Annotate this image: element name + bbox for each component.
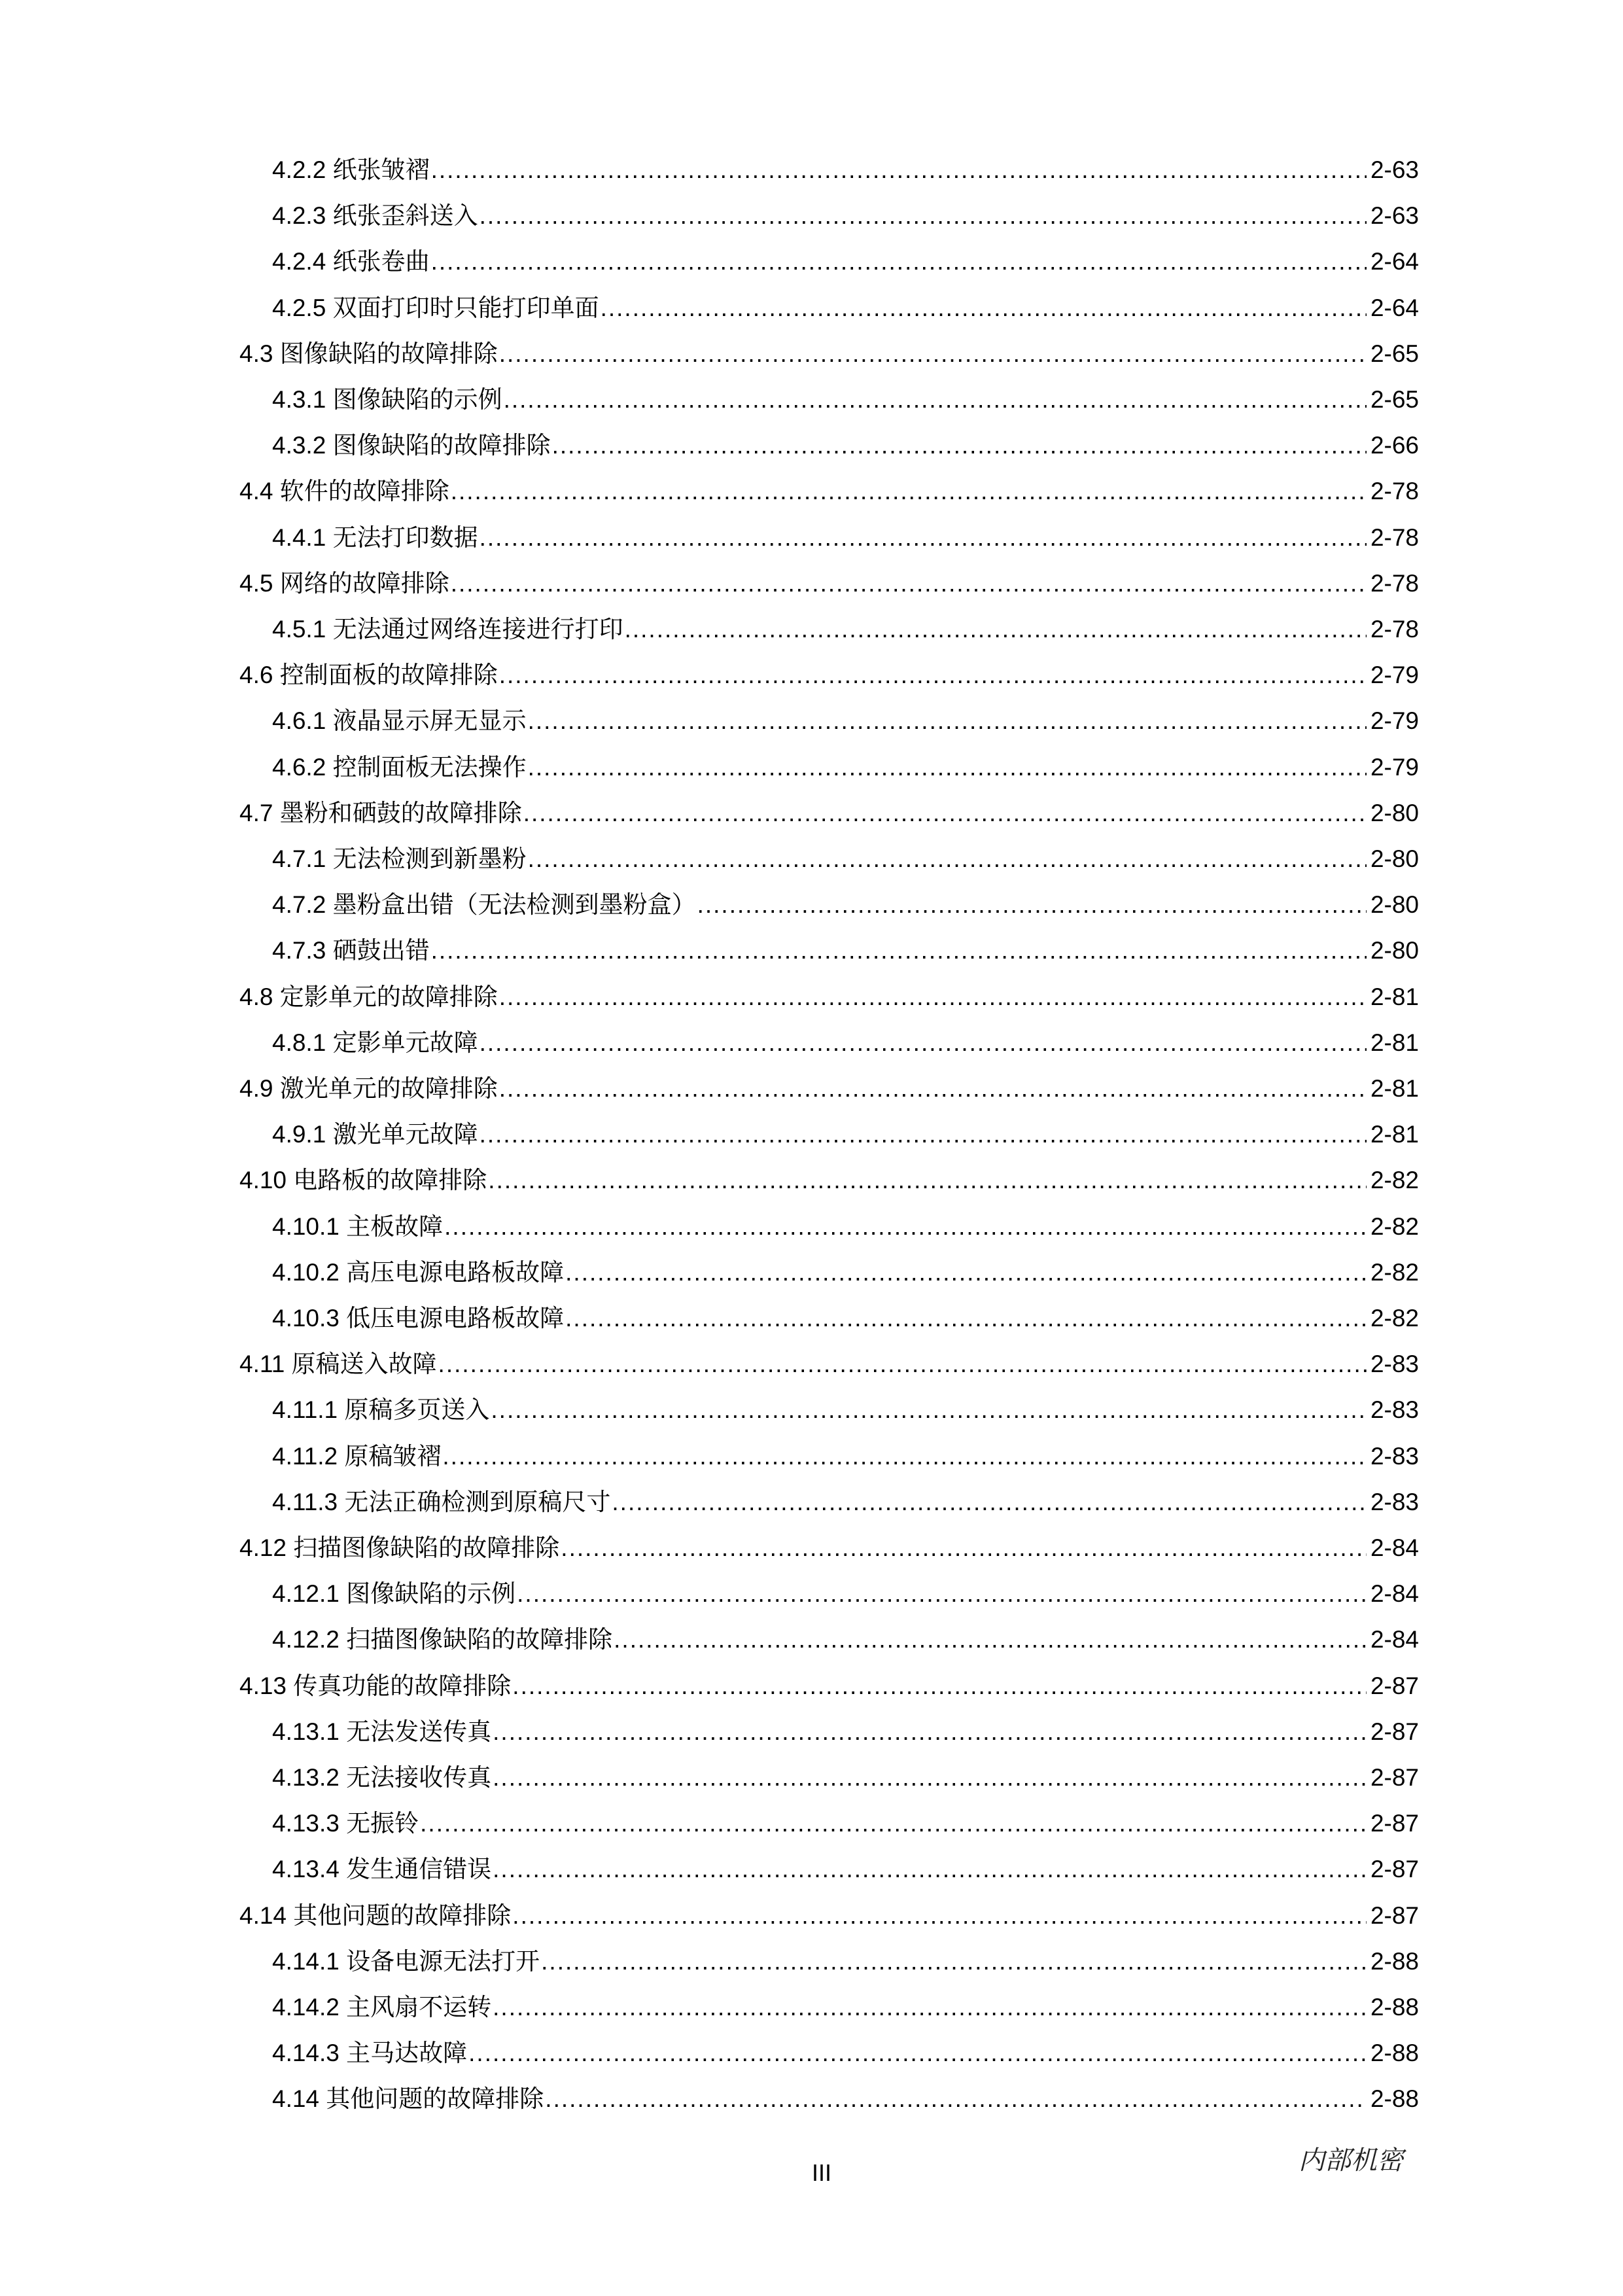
dot-leader xyxy=(499,1069,1367,1108)
dot-leader xyxy=(491,1390,1367,1430)
toc-entry[interactable] xyxy=(272,1253,1419,1292)
toc-entry-title: 4.13.4 发生通信错误 xyxy=(272,1856,492,1883)
toc-entry-page: 2-83 xyxy=(1370,1442,1419,1470)
toc-entry-page: 2-78 xyxy=(1370,478,1419,505)
dot-leader xyxy=(444,1207,1367,1246)
toc-entry[interactable] xyxy=(239,1069,1419,1108)
toc-entry-page: 2-65 xyxy=(1370,340,1419,367)
toc-entry-page: 2-64 xyxy=(1370,294,1419,321)
toc-entry[interactable] xyxy=(272,1942,1419,1981)
dot-leader xyxy=(545,2079,1367,2119)
dot-leader xyxy=(442,1437,1367,1476)
toc-entry-title: 4.2.4 纸张卷曲 xyxy=(272,248,430,275)
toc-entry[interactable] xyxy=(272,839,1419,879)
toc-entry[interactable] xyxy=(239,978,1419,1017)
dot-leader xyxy=(504,380,1367,419)
dot-leader xyxy=(499,334,1367,374)
dot-leader xyxy=(528,839,1367,879)
toc-entry-title: 4.7.1 无法检测到新墨粉 xyxy=(272,845,527,872)
dot-leader xyxy=(523,794,1367,833)
toc-entry-title: 4.7.2 墨粉盒出错（无法检测到墨粉盒） xyxy=(272,891,696,919)
toc-entry-page: 2-81 xyxy=(1370,1121,1419,1148)
dot-leader xyxy=(488,1161,1367,1200)
toc-entry-page: 2-88 xyxy=(1370,2085,1419,2113)
dot-leader xyxy=(431,150,1367,190)
dot-leader xyxy=(512,1667,1367,1706)
dot-leader xyxy=(480,518,1367,557)
toc-entry-page: 2-88 xyxy=(1370,1947,1419,1975)
toc-entry-page: 2-87 xyxy=(1370,1718,1419,1745)
toc-entry[interactable] xyxy=(239,564,1419,603)
toc-entry[interactable] xyxy=(239,656,1419,695)
dot-leader xyxy=(480,1023,1367,1063)
toc-entry-page: 2-84 xyxy=(1370,1626,1419,1653)
toc-entry-page: 2-81 xyxy=(1370,1029,1419,1056)
toc-entry-title: 4.7 墨粉和硒鼓的故障排除 xyxy=(239,799,522,826)
dot-leader xyxy=(420,1804,1367,1843)
toc-entry-title: 4.11.3 无法正确检测到原稿尺寸 xyxy=(272,1488,611,1515)
toc-entry-title: 4.8.1 定影单元故障 xyxy=(272,1029,478,1056)
toc-entry-page: 2-87 xyxy=(1370,1901,1419,1929)
toc-entry-title: 4.3.2 图像缺陷的故障排除 xyxy=(272,432,551,459)
toc-entry-title: 4.3.1 图像缺陷的示例 xyxy=(272,386,502,413)
toc-entry-title: 4.7.3 硒鼓出错 xyxy=(272,937,430,964)
toc-entry-title: 4.4.1 无法打印数据 xyxy=(272,523,478,551)
toc-entry[interactable] xyxy=(272,1850,1419,1889)
toc-entry-title: 4.13.1 无法发送传真 xyxy=(272,1718,492,1745)
toc-entry[interactable] xyxy=(239,472,1419,511)
toc-entry-title: 4.10.1 主板故障 xyxy=(272,1212,444,1240)
toc-entry-title: 4.6 控制面板的故障排除 xyxy=(239,662,498,689)
toc-entry-title: 4.9.1 激光单元故障 xyxy=(272,1121,478,1148)
toc-entry-page: 2-78 xyxy=(1370,569,1419,597)
toc-entry-title: 4.12.1 图像缺陷的示例 xyxy=(272,1580,516,1608)
toc-entry-title: 4.6.2 控制面板无法操作 xyxy=(272,753,527,781)
dot-leader xyxy=(612,1483,1367,1522)
toc-entry[interactable] xyxy=(272,1437,1419,1476)
toc-entry-title: 4.13.3 无振铃 xyxy=(272,1810,419,1837)
toc-entry-title: 4.14.1 设备电源无法打开 xyxy=(272,1947,540,1975)
toc-entry-title: 4.2.2 纸张皱褶 xyxy=(272,156,430,183)
confidential-mark: 内部机密 xyxy=(1299,2146,1403,2176)
toc-entry-title: 4.12.2 扫描图像缺陷的故障排除 xyxy=(272,1626,613,1653)
toc-entry-page: 2-80 xyxy=(1370,937,1419,964)
toc-entry[interactable] xyxy=(272,931,1419,970)
dot-leader xyxy=(601,289,1367,328)
dot-leader xyxy=(438,1345,1367,1384)
toc-entry-page: 2-79 xyxy=(1370,662,1419,689)
toc-entry-title: 4.9 激光单元的故障排除 xyxy=(239,1075,498,1102)
toc-entry-page: 2-81 xyxy=(1370,1075,1419,1102)
toc-entry-page: 2-83 xyxy=(1370,1351,1419,1378)
dot-leader xyxy=(499,656,1367,695)
toc-entry-title: 4.10.2 高压电源电路板故障 xyxy=(272,1258,565,1286)
dot-leader xyxy=(493,1850,1367,1889)
toc-entry-title: 4.4 软件的故障排除 xyxy=(239,478,449,505)
toc-entry[interactable] xyxy=(272,1299,1419,1338)
toc-entry[interactable] xyxy=(272,1758,1419,1797)
toc-entry[interactable] xyxy=(272,1390,1419,1430)
toc-entry-page: 2-64 xyxy=(1370,248,1419,275)
toc-entry-title: 4.12 扫描图像缺陷的故障排除 xyxy=(239,1534,560,1561)
dot-leader xyxy=(565,1253,1367,1292)
dot-leader xyxy=(480,1115,1367,1154)
toc-entry[interactable] xyxy=(239,1896,1419,1935)
dot-leader xyxy=(431,931,1367,970)
toc-entry-title: 4.14.2 主风扇不运转 xyxy=(272,1994,492,2021)
toc-entry-page: 2-79 xyxy=(1370,753,1419,781)
dot-leader xyxy=(528,748,1367,787)
toc-entry[interactable] xyxy=(272,2079,1419,2119)
toc-entry[interactable] xyxy=(272,518,1419,557)
toc-entry-page: 2-63 xyxy=(1370,202,1419,230)
dot-leader xyxy=(697,885,1367,925)
toc-entry[interactable] xyxy=(272,1483,1419,1522)
toc-entry[interactable] xyxy=(272,1804,1419,1843)
toc-entry-page: 2-83 xyxy=(1370,1488,1419,1515)
dot-leader xyxy=(517,1574,1367,1614)
toc-entry[interactable] xyxy=(239,1345,1419,1384)
toc-entry-page: 2-63 xyxy=(1370,156,1419,183)
toc-entry-page: 2-87 xyxy=(1370,1810,1419,1837)
toc-entry-title: 4.14 其他问题的故障排除 xyxy=(239,1901,512,1929)
dot-leader xyxy=(431,242,1367,281)
dot-leader xyxy=(561,1528,1367,1568)
toc-entry[interactable] xyxy=(272,1712,1419,1752)
toc-entry-title: 4.2.5 双面打印时只能打印单面 xyxy=(272,294,599,321)
page-number: III xyxy=(811,2159,831,2186)
toc-entry[interactable] xyxy=(272,1988,1419,2027)
dot-leader xyxy=(468,2034,1367,2073)
toc-entry-page: 2-78 xyxy=(1370,616,1419,643)
toc-entry[interactable] xyxy=(272,426,1419,465)
toc-entry-page: 2-87 xyxy=(1370,1856,1419,1883)
toc-entry-page: 2-83 xyxy=(1370,1396,1419,1424)
toc-entry-title: 4.11.2 原稿皱褶 xyxy=(272,1442,442,1470)
dot-leader xyxy=(451,564,1367,603)
toc-entry-page: 2-82 xyxy=(1370,1258,1419,1286)
toc-entry-page: 2-81 xyxy=(1370,983,1419,1010)
dot-leader xyxy=(480,196,1367,236)
toc-entry[interactable] xyxy=(272,380,1419,419)
dot-leader xyxy=(614,1620,1367,1659)
toc-entry-title: 4.8 定影单元的故障排除 xyxy=(239,983,498,1010)
toc-entry-page: 2-65 xyxy=(1370,386,1419,413)
toc-entry[interactable] xyxy=(272,748,1419,787)
toc-entry-title: 4.13.2 无法接收传真 xyxy=(272,1764,492,1791)
toc-entry[interactable] xyxy=(272,1574,1419,1614)
toc-entry-page: 2-82 xyxy=(1370,1212,1419,1240)
toc-entry-title: 4.13 传真功能的故障排除 xyxy=(239,1672,512,1699)
toc-entry-title: 4.11 原稿送入故障 xyxy=(239,1351,437,1378)
toc-entry[interactable] xyxy=(272,701,1419,741)
toc-entry-title: 4.2.3 纸张歪斜送入 xyxy=(272,202,478,230)
toc-entry[interactable] xyxy=(272,289,1419,328)
dot-leader xyxy=(541,1942,1367,1981)
toc-entry[interactable] xyxy=(239,1528,1419,1568)
toc-entry[interactable] xyxy=(272,1023,1419,1063)
toc-entry-page: 2-78 xyxy=(1370,523,1419,551)
toc-entry-title: 4.3 图像缺陷的故障排除 xyxy=(239,340,498,367)
toc-entry[interactable] xyxy=(272,1115,1419,1154)
dot-leader xyxy=(493,1712,1367,1752)
dot-leader xyxy=(451,472,1367,511)
toc-entry[interactable] xyxy=(272,2034,1419,2073)
toc-entry[interactable] xyxy=(272,885,1419,925)
toc-entry-page: 2-84 xyxy=(1370,1580,1419,1608)
toc-entry-title: 4.14 其他问题的故障排除 xyxy=(272,2085,544,2113)
toc-entry-page: 2-88 xyxy=(1370,1994,1419,2021)
toc-entry-page: 2-79 xyxy=(1370,707,1419,735)
toc-entry-page: 2-80 xyxy=(1370,891,1419,919)
toc-entry-page: 2-87 xyxy=(1370,1764,1419,1791)
dot-leader xyxy=(528,701,1367,741)
toc-entry[interactable] xyxy=(272,242,1419,281)
toc-entry[interactable] xyxy=(272,1207,1419,1246)
toc-entry[interactable] xyxy=(272,196,1419,236)
toc-entry-page: 2-88 xyxy=(1370,2040,1419,2067)
toc-entry-title: 4.10 电路板的故障排除 xyxy=(239,1167,487,1194)
toc-entry[interactable] xyxy=(272,1620,1419,1659)
dot-leader xyxy=(493,1758,1367,1797)
toc-entry[interactable] xyxy=(239,794,1419,833)
toc-entry-title: 4.14.3 主马达故障 xyxy=(272,2040,468,2067)
toc-entry-page: 2-87 xyxy=(1370,1672,1419,1699)
toc-entry[interactable] xyxy=(239,1667,1419,1706)
toc-entry-title: 4.5.1 无法通过网络连接进行打印 xyxy=(272,616,623,643)
toc-entry-title: 4.5 网络的故障排除 xyxy=(239,569,449,597)
toc-entry[interactable] xyxy=(272,610,1419,649)
dot-leader xyxy=(552,426,1367,465)
toc-entry-page: 2-82 xyxy=(1370,1305,1419,1332)
dot-leader xyxy=(565,1299,1367,1338)
toc-entry-title: 4.10.3 低压电源电路板故障 xyxy=(272,1305,565,1332)
dot-leader xyxy=(512,1896,1367,1935)
toc-entry[interactable] xyxy=(239,1161,1419,1200)
toc-entry[interactable] xyxy=(272,150,1419,190)
toc-entry-page: 2-82 xyxy=(1370,1167,1419,1194)
toc-entry[interactable] xyxy=(239,334,1419,374)
toc-entry-title: 4.11.1 原稿多页送入 xyxy=(272,1396,490,1424)
toc-entry-page: 2-80 xyxy=(1370,845,1419,872)
toc-entry-page: 2-84 xyxy=(1370,1534,1419,1561)
dot-leader xyxy=(499,978,1367,1017)
toc-entry-title: 4.6.1 液晶显示屏无显示 xyxy=(272,707,527,735)
dot-leader xyxy=(625,610,1367,649)
dot-leader xyxy=(493,1988,1367,2027)
toc-entry-page: 2-66 xyxy=(1370,432,1419,459)
toc-entry-page: 2-80 xyxy=(1370,799,1419,826)
